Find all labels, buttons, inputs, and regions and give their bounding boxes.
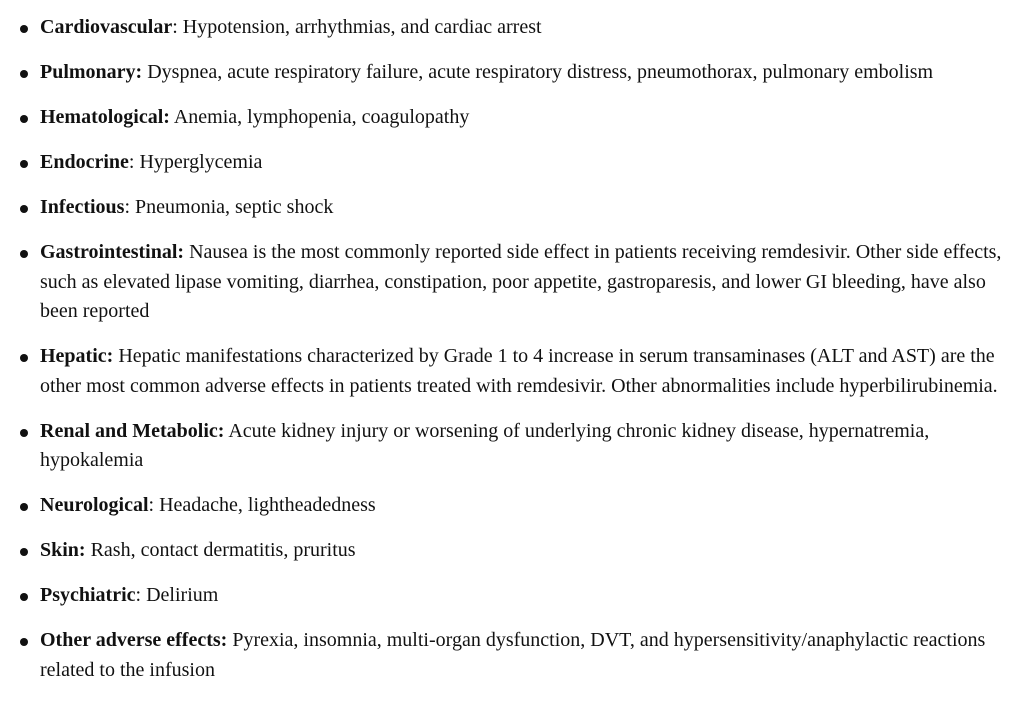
list-item [0, 148, 1024, 178]
bullet-icon [20, 548, 28, 556]
item-label: Other adverse effects: [40, 629, 228, 651]
list-item [0, 238, 1024, 327]
item-separator: : [128, 151, 135, 173]
list-item [0, 58, 1024, 88]
item-text: Nausea is the most commonly reported side effect in patients receiving remdesivir. Other side effects, such as elevated lipase vomiting, diarrhea, constipation, poor appetite, gastroparesis, and lower GI bleeding, have also been reported [40, 241, 1002, 322]
list-item [0, 626, 1024, 685]
list-item [0, 536, 1024, 566]
bullet-icon [20, 205, 28, 213]
item-text: Hypotension, arrhythmias, and cardiac arrest [177, 16, 542, 38]
bullet-icon [20, 70, 28, 78]
item-separator: : [124, 196, 131, 218]
item-text: Hepatic manifestations characterized by Grade 1 to 4 increase in serum transaminases (ALT and AST) are the other most common adverse effects in patients treated with remdesivir. Other abnormalities include hyperbilirubinemia. [40, 345, 998, 397]
bullet-icon [20, 160, 28, 168]
item-text: Rash, contact dermatitis, pruritus [85, 539, 356, 561]
item-text: Pyrexia, insomnia, multi-organ dysfunction, DVT, and hypersensitivity/anaphylactic reactions related to the infusion [40, 629, 986, 681]
list-item [0, 491, 1024, 521]
item-label: Psychiatric [40, 584, 136, 606]
item-text: Delirium [141, 584, 219, 606]
bullet-icon [20, 638, 28, 646]
item-label: Endocrine [40, 151, 129, 173]
list-item [0, 103, 1024, 133]
bullet-icon [20, 25, 28, 33]
item-label: Hematological: [40, 106, 170, 128]
item-label: Skin: [40, 539, 86, 561]
item-text: Anemia, lymphopenia, coagulopathy [169, 106, 470, 128]
bullet-icon [20, 250, 28, 258]
item-label: Hepatic: [40, 345, 114, 367]
item-separator: : [135, 584, 142, 606]
list-item [0, 13, 1024, 43]
bullet-icon [20, 593, 28, 601]
list-item [0, 342, 1024, 401]
item-label: Gastrointestinal: [40, 241, 185, 263]
bullet-icon [20, 503, 28, 511]
item-label: Renal and Metabolic: [40, 419, 225, 442]
bullet-icon [20, 115, 28, 123]
item-text: Dyspnea, acute respiratory failure, acute respiratory distress, pneumothorax, pulmonary embolism [142, 61, 934, 83]
item-label: Pulmonary: [40, 61, 143, 83]
item-text: Pneumonia, septic shock [130, 196, 334, 218]
bullet-icon [20, 429, 28, 437]
list-item [0, 581, 1024, 611]
item-text: Acute kidney injury or worsening of underlying chronic kidney disease, hypernatremia, hypokalemia [40, 419, 930, 471]
item-label: Neurological [40, 494, 149, 516]
list-item [0, 193, 1024, 223]
item-text: Hyperglycemia [134, 151, 263, 173]
item-text: Headache, lightheadedness [154, 494, 376, 516]
item-label: Cardiovascular [40, 16, 173, 38]
item-separator: : [172, 16, 178, 38]
list-item [0, 417, 1024, 476]
item-separator: : [148, 494, 155, 516]
bullet-icon [20, 354, 28, 362]
item-label: Infectious [40, 196, 125, 218]
